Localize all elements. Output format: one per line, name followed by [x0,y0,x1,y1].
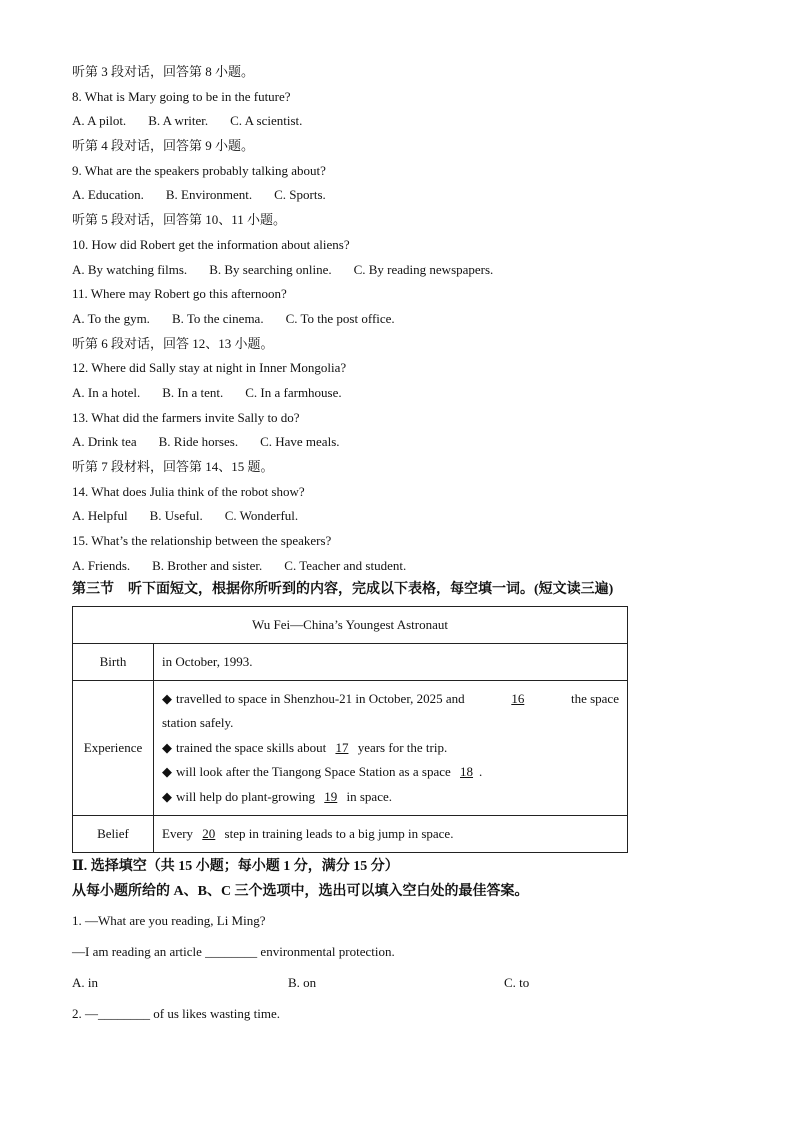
option-c[interactable]: C. to [504,974,530,990]
part2-heading: Ⅱ. 选择填空（共 15 小题；每小题 1 分，满分 15 分） [72,859,399,875]
listening-options [72,307,732,332]
belief-label: Belief [73,816,154,853]
listening-question: 13. What did the farmers invite Sally to do? [72,409,300,425]
birth-value: in October, 1993. [154,644,628,681]
option-c[interactable]: C. In a farmhouse. [245,384,342,400]
listening-question: 9. What are the speakers probably talking about? [72,162,326,178]
listening-question: 11. Where may Robert go this afternoon? [72,286,287,302]
birth-label: Birth [73,644,154,681]
option-a[interactable]: A. Helpful [72,508,128,524]
belief-value: Every 20 step in training leads to a big jump in space. [154,816,628,853]
mc-question-1-options [72,967,732,998]
option-b[interactable]: B. on [288,974,317,990]
experience-cell [154,681,628,816]
part2-instruction: 从每小题所给的 A、B、C 三个选项中，选出可以填入空白处的最佳答案。 [72,883,529,899]
table-title: Wu Fei—China’s Youngest Astronaut [73,607,628,644]
listening-options [72,504,732,529]
option-c[interactable]: C. To the post office. [285,310,395,326]
listening-heading: 听第 6 段对话，回答 12、13 小题。 [72,335,274,351]
option-b[interactable]: B. In a tent. [162,384,224,400]
listening-options [72,430,732,455]
listening-question: 12. Where did Sally stay at night in Inner Mongolia? [72,360,347,376]
mc-question-1-line2: —I am reading an article ________ environmental protection. [72,943,395,959]
experience-item-4: ◆ will help do plant-growing 19 in space. [162,785,619,810]
blank-17[interactable]: 17 [335,739,349,755]
experience-item-3: ◆ will look after the Tiangong Space Station as a space 18 . [162,760,619,785]
exam-page [72,60,732,1029]
diamond-bullet-icon: ◆ [162,788,172,804]
listening-question: 15. What’s the relationship between the speakers? [72,533,332,549]
option-a[interactable]: A. To the gym. [72,310,150,326]
blank-16[interactable]: 16 [511,690,525,706]
option-c[interactable]: C. Sports. [274,187,326,203]
listening-question: 10. How did Robert get the information about aliens? [72,236,350,252]
option-a[interactable]: A. A pilot. [72,113,127,129]
listening-options [72,554,732,579]
listening-heading: 听第 3 段对话，回答第 8 小题。 [72,64,255,79]
diamond-bullet-icon: ◆ [162,739,172,755]
blank-18[interactable]: 18 [460,764,474,780]
option-c[interactable]: C. By reading newspapers. [353,261,494,277]
listening-heading: 听第 4 段对话，回答第 9 小题。 [72,138,255,154]
option-c[interactable]: C. Wonderful. [224,508,299,524]
option-a[interactable]: A. Education. [72,187,144,203]
experience-item-1-cont: station safely. [162,715,234,731]
option-a[interactable]: A. Friends. [72,557,131,573]
experience-item-1: ◆ travelled to space in Shenzhou-21 in October, 2025 and 16 the space [162,687,619,712]
diamond-bullet-icon: ◆ [162,690,172,706]
listening-heading: 听第 5 段对话，回答第 10、11 小题。 [72,212,287,228]
listening-question: 8. What is Mary going to be in the future? [72,88,291,104]
option-c[interactable]: C. Have meals. [260,434,340,450]
option-c[interactable]: C. A scientist. [230,113,303,129]
option-b[interactable]: B. Brother and sister. [152,557,263,573]
experience-item-2: ◆ trained the space skills about 17 years for the trip. [162,736,619,761]
option-b[interactable]: B. A writer. [148,113,209,129]
option-a[interactable]: A. in [72,974,98,990]
listening-question: 14. What does Julia think of the robot show? [72,483,305,499]
option-b[interactable]: B. Ride horses. [158,434,239,450]
option-a[interactable]: A. By watching films. [72,261,188,277]
listening-heading: 听第 7 段材料，回答第 14、15 题。 [72,459,274,474]
option-b[interactable]: B. To the cinema. [171,310,264,326]
mc-question-2: 2. —________ of us likes wasting time. [72,1005,280,1021]
option-b[interactable]: B. Environment. [165,187,253,203]
option-b[interactable]: B. Useful. [149,508,203,524]
blank-19[interactable]: 19 [324,788,338,804]
listening-options [72,183,732,208]
astronaut-table [72,606,628,853]
option-c[interactable]: C. Teacher and student. [284,557,407,573]
option-a[interactable]: A. In a hotel. [72,384,141,400]
listening-section-2 [72,60,732,578]
listening-options [72,109,732,134]
experience-label: Experience [73,681,154,816]
diamond-bullet-icon: ◆ [162,764,172,780]
section3-heading: 第三节 听下面短文，根据你所听到的内容，完成以下表格，每空填一词。(短文读三遍) [72,582,614,598]
listening-options [72,258,732,283]
blank-20[interactable]: 20 [202,826,216,842]
mc-question-1: 1. —What are you reading, Li Ming? [72,912,266,928]
option-b[interactable]: B. By searching online. [209,261,332,277]
option-a[interactable]: A. Drink tea [72,434,137,450]
listening-options [72,381,732,406]
